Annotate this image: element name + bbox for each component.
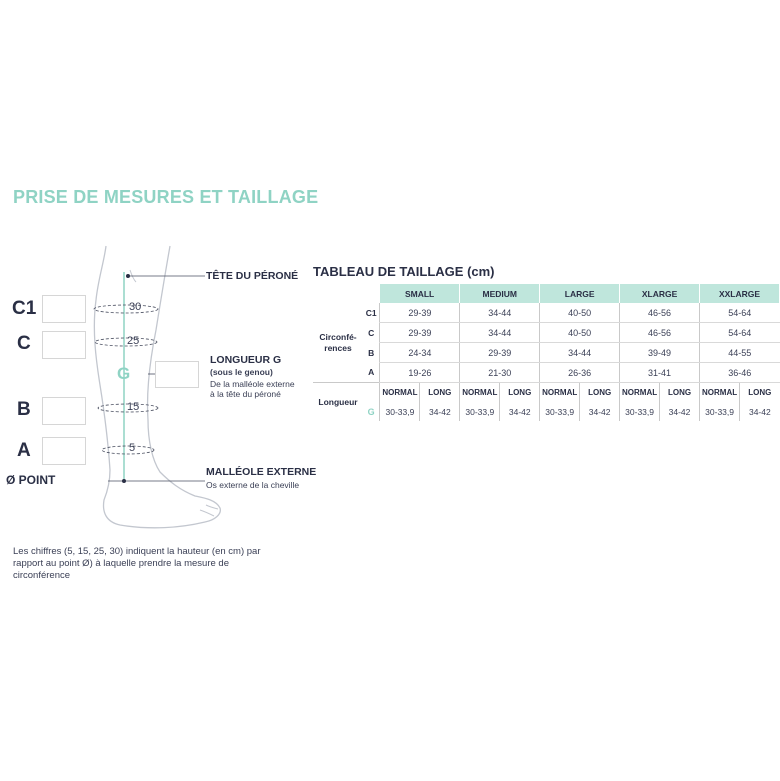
table-row xyxy=(313,363,780,383)
table-cell: 40-50 xyxy=(540,303,620,323)
sub-header: NORMAL xyxy=(699,383,739,403)
perone-title: TÊTE DU PÉRONÉ xyxy=(206,270,299,282)
table-row xyxy=(313,323,780,343)
height-25: 25 xyxy=(127,335,140,347)
g-row-label: G xyxy=(367,406,375,417)
table-cell: 34-42 xyxy=(740,402,780,421)
height-15: 15 xyxy=(127,401,140,413)
table-row xyxy=(313,383,780,403)
table-cell: 39-49 xyxy=(620,343,700,363)
label-c: C xyxy=(17,333,31,354)
longueur-desc-1: De la malléole externe xyxy=(210,379,295,389)
longueur-sub: (sous le genou) xyxy=(210,367,273,377)
table-cell: 30-33,9 xyxy=(460,402,500,421)
sub-header: NORMAL xyxy=(380,383,420,403)
size-table xyxy=(313,284,780,421)
sub-header: LONG xyxy=(500,383,540,403)
table-cell: 46-56 xyxy=(620,303,700,323)
table-cell: 26-36 xyxy=(540,363,620,383)
c-input-box[interactable] xyxy=(42,331,86,359)
c-ellipse xyxy=(95,338,157,346)
table-cell: 54-64 xyxy=(699,303,779,323)
circ-label: rences xyxy=(324,342,352,353)
table-cell: 29-39 xyxy=(380,303,460,323)
circ-label: Circonfé- xyxy=(319,331,357,342)
sub-header: NORMAL xyxy=(460,383,500,403)
label-a: A xyxy=(17,440,31,461)
sub-header: NORMAL xyxy=(620,383,660,403)
table-cell: 31-41 xyxy=(620,363,700,383)
row-label: B xyxy=(368,347,375,358)
table-cell: 24-34 xyxy=(380,343,460,363)
a-ellipse xyxy=(102,446,154,454)
table-row xyxy=(313,303,780,323)
table-cell: 36-46 xyxy=(699,363,779,383)
table-cell: 40-50 xyxy=(540,323,620,343)
longueur-desc-2: à la tête du péroné xyxy=(210,389,281,399)
g-input-box[interactable] xyxy=(155,361,199,388)
table-cell: 54-64 xyxy=(699,323,779,343)
table-cell: 34-44 xyxy=(460,303,540,323)
sub-header: NORMAL xyxy=(540,383,580,403)
table-title: TABLEAU DE TAILLAGE (cm) xyxy=(313,264,495,279)
c1-ellipse xyxy=(94,305,158,313)
measurement-note: Les chiffres (5, 15, 25, 30) indiquent la hauteur (en cm) par rapport au point Ø) à laquelle prendre la mesure de circonférence xyxy=(13,546,261,581)
malleole-desc: Os externe de la cheville xyxy=(206,480,300,490)
height-5: 5 xyxy=(129,442,136,454)
sub-header: LONG xyxy=(740,383,780,403)
table-cell: 34-42 xyxy=(660,402,700,421)
table-cell: 29-39 xyxy=(460,343,540,363)
table-cell: 21-30 xyxy=(460,363,540,383)
table-row xyxy=(313,343,780,363)
table-cell: 34-44 xyxy=(540,343,620,363)
longueur-title: LONGUEUR G xyxy=(210,354,282,366)
table-cell: 34-42 xyxy=(420,402,460,421)
malleole-title: MALLÉOLE EXTERNE xyxy=(206,466,317,478)
row-label: C xyxy=(368,327,375,338)
sub-header: LONG xyxy=(580,383,620,403)
label-b: B xyxy=(17,399,31,420)
table-header-row xyxy=(313,284,780,303)
c1-input-box[interactable] xyxy=(42,295,86,323)
table-cell: 46-56 xyxy=(620,323,700,343)
size-header: SMALL xyxy=(380,284,460,303)
b-input-box[interactable] xyxy=(42,397,86,425)
row-label: A xyxy=(368,367,375,378)
size-header: LARGE xyxy=(540,284,620,303)
table-cell: 30-33,9 xyxy=(620,402,660,421)
table-cell: 34-44 xyxy=(460,323,540,343)
row-label: C1 xyxy=(365,307,377,318)
sub-header: LONG xyxy=(420,383,460,403)
g-leg-label: G xyxy=(117,364,131,383)
label-c1: C1 xyxy=(12,298,37,319)
table-cell: 19-26 xyxy=(380,363,460,383)
sub-header: LONG xyxy=(660,383,700,403)
longueur-label: Longueur xyxy=(318,396,358,407)
table-cell: 30-33,9 xyxy=(540,402,580,421)
size-header: XLARGE xyxy=(620,284,700,303)
table-cell: 34-42 xyxy=(500,402,540,421)
table-cell: 34-42 xyxy=(580,402,620,421)
height-30: 30 xyxy=(129,301,142,313)
page-title: PRISE DE MESURES ET TAILLAGE xyxy=(13,187,319,207)
table-row xyxy=(313,402,780,421)
size-header: XXLARGE xyxy=(699,284,779,303)
table-cell: 30-33,9 xyxy=(699,402,739,421)
size-header: MEDIUM xyxy=(460,284,540,303)
table-cell: 29-39 xyxy=(380,323,460,343)
point-label: Ø POINT xyxy=(6,473,56,487)
a-input-box[interactable] xyxy=(42,437,86,465)
table-cell: 44-55 xyxy=(699,343,779,363)
table-cell: 30-33,9 xyxy=(380,402,420,421)
